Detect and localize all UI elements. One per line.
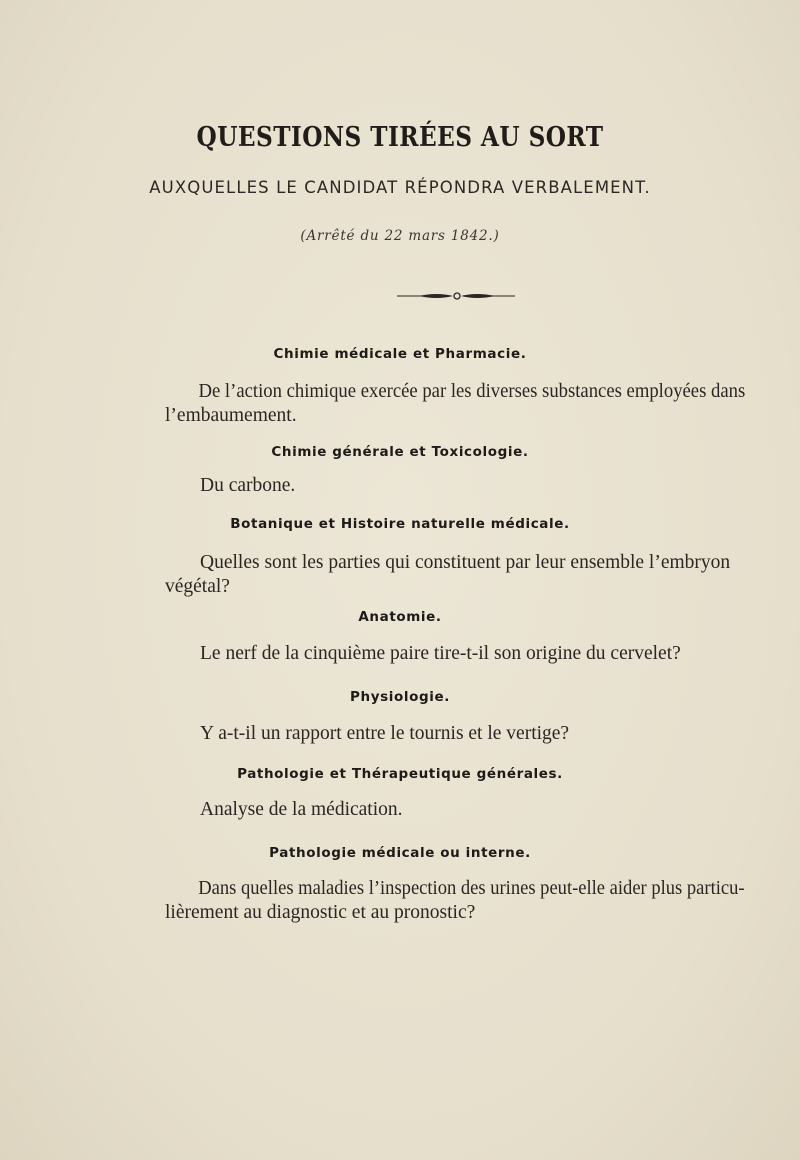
question-chimie-generale (165, 474, 745, 498)
section-heading-pathologie-medicale: Pathologie médicale ou interne. (269, 845, 531, 861)
section-heading-chimie-generale: Chimie générale et Toxicologie. (271, 444, 529, 460)
question-line: Analyse de la médication. (200, 799, 403, 820)
question-pathologie-generale (165, 798, 745, 822)
question-line: De l’action chimique exercée par les diverses substances employées dans (198, 381, 746, 402)
decree-reference: (Arrêté du 22 mars 1842.) (300, 228, 500, 244)
section-heading-anatomie: Anatomie. (358, 609, 442, 625)
question-line: l’embaumement. (165, 405, 297, 426)
section-heading-pathologie-generale: Pathologie et Thérapeutique générales. (237, 766, 563, 782)
page-subtitle: AUXQUELLES LE CANDIDAT RÉPONDRA VERBALEMENT. (149, 178, 651, 197)
question-line: Dans quelles maladies l’inspection des urines peut-elle aider plus particu- (198, 878, 745, 899)
question-anatomie (165, 642, 745, 666)
question-line: Du carbone. (200, 475, 296, 496)
question-physiologie (165, 722, 745, 746)
page-title: QUESTIONS TIRÉES AU SORT (196, 122, 604, 153)
section-heading-botanique: Botanique et Histoire naturelle médicale. (230, 516, 570, 532)
question-line: lièrement au diagnostic et au pronostic? (165, 902, 476, 923)
ornament-divider-icon (397, 289, 517, 303)
section-heading-chimie-medicale: Chimie médicale et Pharmacie. (273, 346, 527, 362)
section-heading-physiologie: Physiologie. (350, 689, 450, 705)
question-line: Y a-t-il un rapport entre le tournis et le vertige? (200, 723, 570, 744)
question-chimie-medicale (165, 380, 745, 428)
question-line: Le nerf de la cinquième paire tire-t-il son origine du cervelet? (200, 643, 681, 664)
question-line: végétal? (165, 576, 230, 597)
question-line: Quelles sont les parties qui constituent par leur ensemble l’embryon (200, 552, 731, 573)
question-pathologie-medicale (165, 877, 745, 925)
question-botanique (165, 551, 745, 599)
